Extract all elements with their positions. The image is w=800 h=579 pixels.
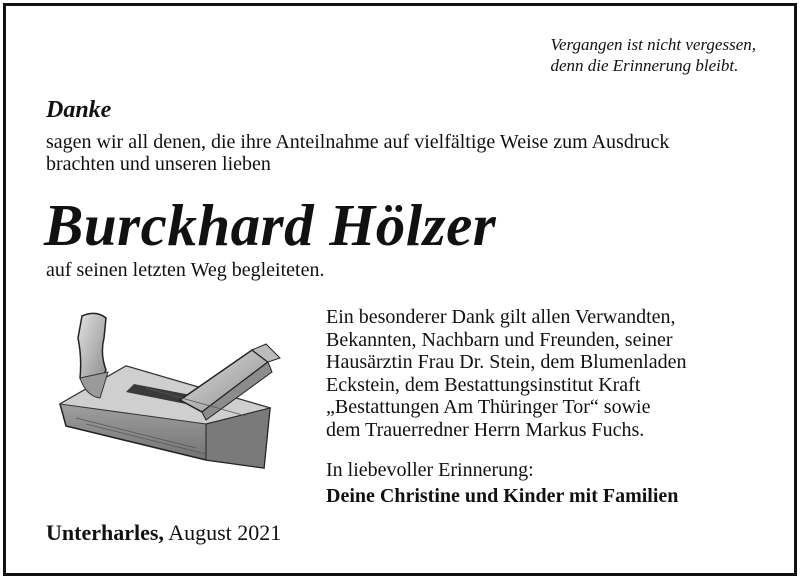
motto bbox=[550, 34, 756, 76]
footer bbox=[46, 520, 281, 546]
deceased-name: Burckhard Hölzer bbox=[44, 192, 497, 258]
thanks-line: Eckstein, dem Bestattungsinstitut Kraft bbox=[326, 373, 641, 396]
thanks-line: Ein besonderer Dank gilt allen Verwandten, bbox=[326, 306, 676, 328]
signature: Deine Christine und Kinder mit Familien bbox=[326, 485, 679, 507]
heading: Danke bbox=[46, 97, 112, 123]
motto-line-2: denn die Erinnerung bleibt. bbox=[550, 56, 739, 75]
thanks-line: Bekannten, Nachbarn und Freunden, seiner bbox=[326, 328, 673, 351]
closing-line: In liebevoller Erinnerung: bbox=[326, 459, 534, 481]
wood-plane-icon bbox=[56, 308, 281, 472]
motto-line-1: Vergangen ist nicht vergessen, bbox=[550, 35, 756, 54]
footer-place: Unterharles, bbox=[46, 520, 164, 545]
footer-date: August 2021 bbox=[163, 520, 282, 545]
intro-text bbox=[46, 131, 746, 175]
thanks-line: Hausärztin Frau Dr. Stein, dem Blumenladen bbox=[326, 351, 687, 374]
thanks-line: dem Trauerredner Herrn Markus Fuchs. bbox=[326, 418, 645, 441]
thanks-line: „Bestattungen Am Thüringer Tor“ sowie bbox=[326, 396, 651, 419]
intro-line-1: sagen wir all denen, die ihre Anteilnahme auf vielfältige Weise zum Ausdruck bbox=[46, 131, 670, 153]
thanks-paragraph bbox=[326, 306, 686, 442]
closing bbox=[326, 457, 678, 509]
intro-line-2: brachten und unseren lieben bbox=[46, 153, 271, 175]
after-name-text: auf seinen letzten Weg begleiteten. bbox=[46, 259, 325, 281]
